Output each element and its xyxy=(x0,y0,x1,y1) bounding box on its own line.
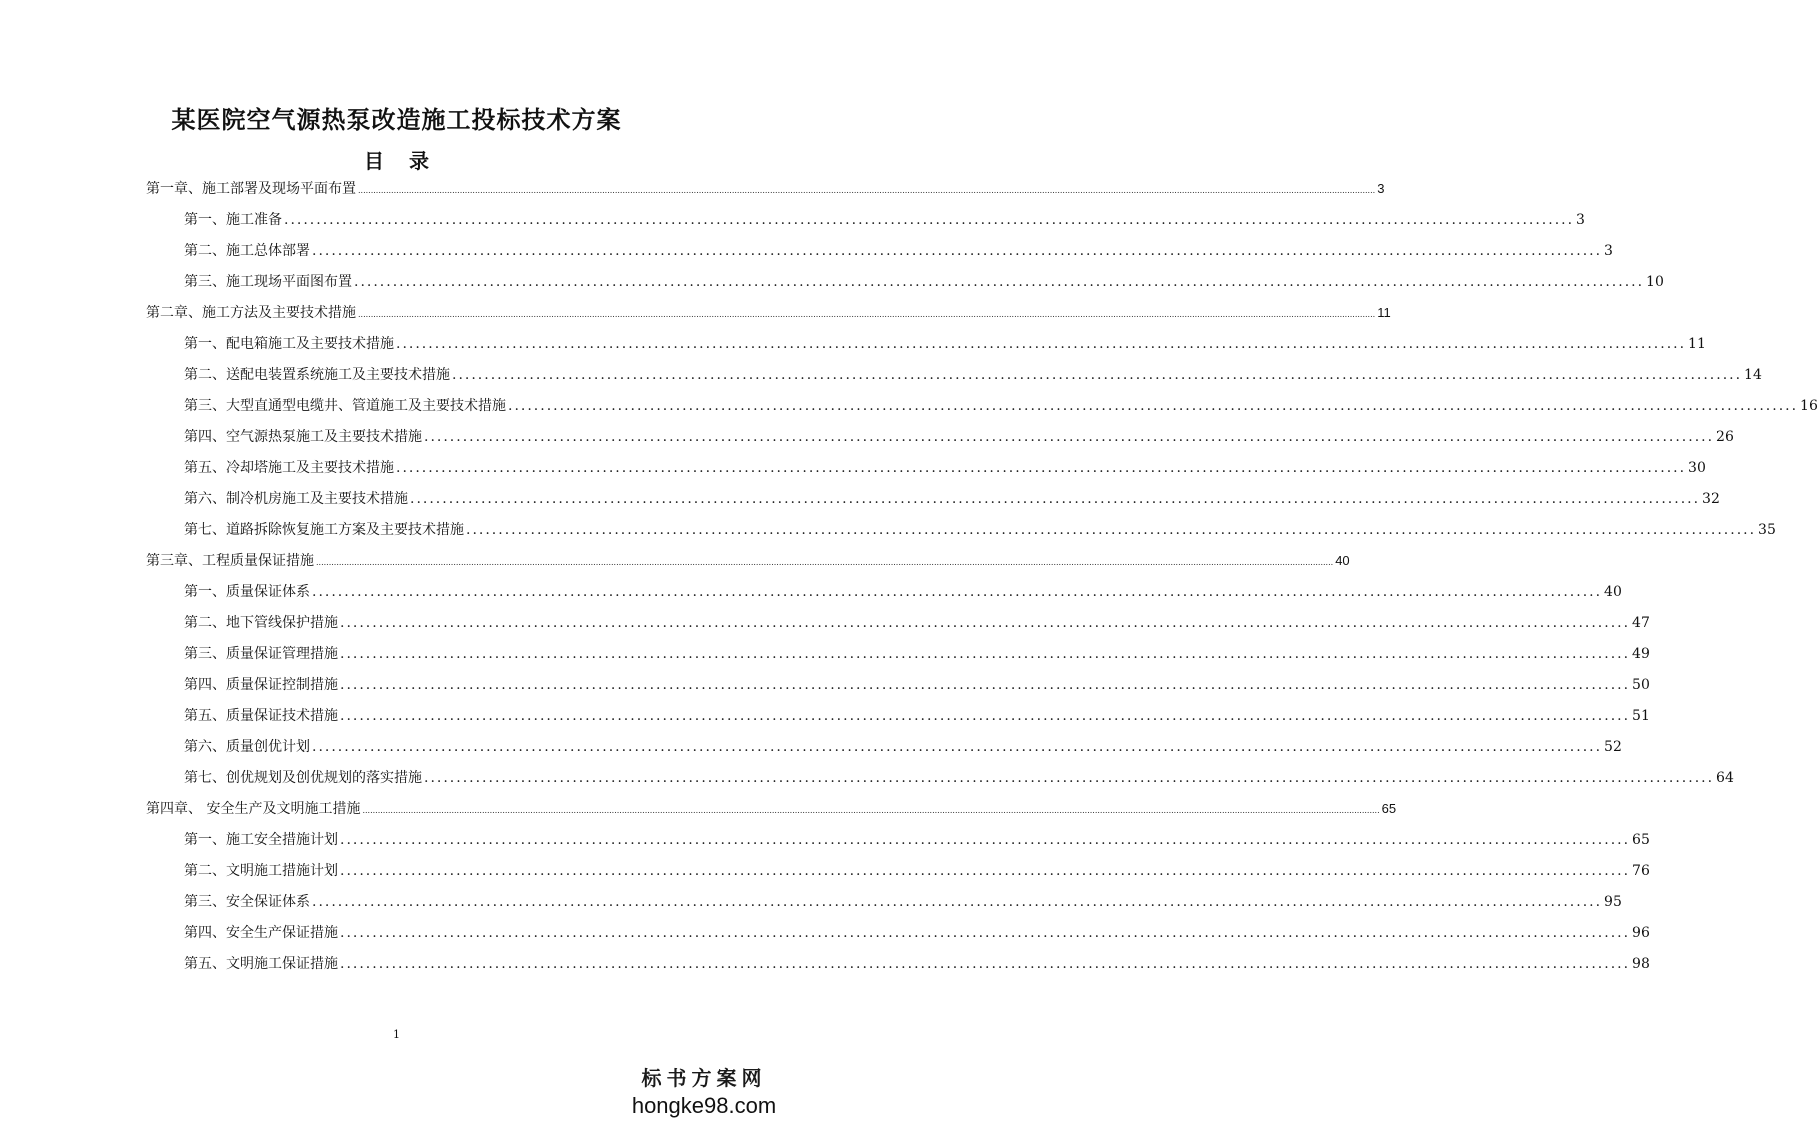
toc-entry-page: 64 xyxy=(1716,770,1734,786)
toc-entry-label: 第七、道路拆除恢复施工方案及主要技术措施 xyxy=(184,522,464,538)
watermark-brand: 标书方案网 xyxy=(641,1066,767,1090)
toc-entry-page: 26 xyxy=(1716,429,1734,445)
toc-entry-label: 第四、安全生产保证措施 xyxy=(184,925,338,941)
toc-leader-dots: ................................................................................................................................................................................................................................................................................................................................................................................................................ xyxy=(358,186,1376,195)
toc-entry-page: 14 xyxy=(1744,367,1762,383)
toc-entry-page: 76 xyxy=(1632,863,1650,879)
toc-leader-dots: ........................................................................................................................................................................................................ xyxy=(340,677,1631,693)
toc-entry-page: 30 xyxy=(1688,460,1706,476)
toc-section-entry[interactable] xyxy=(184,333,1706,361)
toc-entry-page: 16 xyxy=(1800,398,1818,414)
toc-entry-page: 40 xyxy=(1604,584,1622,600)
toc-chapter-entry[interactable] xyxy=(146,178,1385,206)
toc-entry-label: 第六、制冷机房施工及主要技术措施 xyxy=(184,491,408,507)
toc-entry-page: 3 xyxy=(1604,243,1613,259)
toc-leader-dots: ........................................................................................................................................................................................................ xyxy=(284,212,1575,228)
toc-section-entry[interactable] xyxy=(184,457,1706,485)
toc-leader-dots: ........................................................................................................................................................................................................ xyxy=(340,925,1631,941)
toc-entry-page: 65 xyxy=(1632,832,1650,848)
toc-entry-label: 第四章、 安全生产及文明施工措施 xyxy=(146,801,361,817)
toc-chapter-entry[interactable] xyxy=(146,798,1397,826)
toc-section-entry[interactable] xyxy=(184,674,1650,702)
toc-entry-label: 第一、施工安全措施计划 xyxy=(184,832,338,848)
toc-leader-dots: ........................................................................................................................................................................................................ xyxy=(508,398,1799,414)
toc-section-entry[interactable] xyxy=(184,829,1650,857)
toc-chapter-entry[interactable] xyxy=(146,550,1350,578)
toc-entry-label: 第一、配电箱施工及主要技术措施 xyxy=(184,336,394,352)
toc-entry-label: 第五、冷却塔施工及主要技术措施 xyxy=(184,460,394,476)
toc-entry-page: 11 xyxy=(1688,336,1706,352)
toc-leader-dots: ........................................................................................................................................................................................................ xyxy=(424,429,1715,445)
toc-entry-page: 3 xyxy=(1377,181,1385,196)
toc-leader-dots: ........................................................................................................................................................................................................ xyxy=(354,274,1645,290)
toc-leader-dots: ........................................................................................................................................................................................................ xyxy=(410,491,1701,507)
toc-entry-label: 第三、施工现场平面图布置 xyxy=(184,274,352,290)
toc-entry-label: 第三章、工程质量保证措施 xyxy=(146,553,314,569)
toc-leader-dots: ........................................................................................................................................................................................................ xyxy=(396,336,1687,352)
toc-entry-label: 第五、文明施工保证措施 xyxy=(184,956,338,972)
toc-entry-label: 第二、地下管线保护措施 xyxy=(184,615,338,631)
watermark-url: hongke98.com xyxy=(631,1093,777,1118)
toc-leader-dots: ................................................................................................................................................................................................................................................................................................................................................................................................................ xyxy=(358,310,1376,319)
toc-entry-page: 96 xyxy=(1632,925,1650,941)
toc-entry-page: 47 xyxy=(1632,615,1650,631)
toc-entry-label: 第七、创优规划及创优规划的落实措施 xyxy=(184,770,422,786)
watermark-logo xyxy=(629,1062,779,1119)
toc-leader-dots: ........................................................................................................................................................................................................ xyxy=(312,584,1603,600)
toc-entry-label: 第一章、施工部署及现场平面布置 xyxy=(146,181,356,197)
toc-section-entry[interactable] xyxy=(184,705,1650,733)
toc-entry-label: 第二、施工总体部署 xyxy=(184,243,310,259)
toc-entry-page: 51 xyxy=(1632,708,1650,724)
toc-entry-label: 第一、质量保证体系 xyxy=(184,584,310,600)
toc-entry-label: 第五、质量保证技术措施 xyxy=(184,708,338,724)
toc-section-entry[interactable] xyxy=(184,426,1734,454)
page-title: 某医院空气源热泵改造施工投标技术方案 xyxy=(171,105,622,134)
toc-entry-page: 35 xyxy=(1758,522,1776,538)
toc-entry-page: 10 xyxy=(1646,274,1664,290)
toc-section-entry[interactable] xyxy=(184,643,1650,671)
toc-entry-label: 第三、大型直通型电缆井、管道施工及主要技术措施 xyxy=(184,398,506,414)
toc-section-entry[interactable] xyxy=(184,209,1585,237)
toc-section-entry[interactable] xyxy=(184,519,1776,547)
toc-leader-dots: ........................................................................................................................................................................................................ xyxy=(396,460,1687,476)
toc-leader-dots: ........................................................................................................................................................................................................ xyxy=(340,708,1631,724)
toc-leader-dots: ........................................................................................................................................................................................................ xyxy=(340,863,1631,879)
toc-leader-dots: ........................................................................................................................................................................................................ xyxy=(466,522,1757,538)
toc-section-entry[interactable] xyxy=(184,922,1650,950)
toc-section-entry[interactable] xyxy=(184,488,1720,516)
toc-entry-label: 第四、质量保证控制措施 xyxy=(184,677,338,693)
toc-section-entry[interactable] xyxy=(184,395,1818,423)
toc-leader-dots: ........................................................................................................................................................................................................ xyxy=(312,739,1603,755)
toc-section-entry[interactable] xyxy=(184,364,1762,392)
toc-leader-dots: ........................................................................................................................................................................................................ xyxy=(312,894,1603,910)
toc-leader-dots: ........................................................................................................................................................................................................ xyxy=(452,367,1743,383)
toc-section-entry[interactable] xyxy=(184,271,1664,299)
toc-entry-label: 第二、送配电装置系统施工及主要技术措施 xyxy=(184,367,450,383)
toc-section-entry[interactable] xyxy=(184,860,1650,888)
toc-section-entry[interactable] xyxy=(184,953,1650,981)
toc-entry-label: 第二、文明施工措施计划 xyxy=(184,863,338,879)
toc-entry-label: 第二章、施工方法及主要技术措施 xyxy=(146,305,356,321)
toc-leader-dots: ................................................................................................................................................................................................................................................................................................................................................................................................................ xyxy=(362,806,1380,815)
toc-entry-label: 第一、施工准备 xyxy=(184,212,282,228)
toc-entry-page: 11 xyxy=(1377,305,1391,320)
toc-entry-page: 65 xyxy=(1381,801,1397,816)
toc-leader-dots: ........................................................................................................................................................................................................ xyxy=(312,243,1603,259)
toc-entry-label: 第三、质量保证管理措施 xyxy=(184,646,338,662)
toc-leader-dots: ........................................................................................................................................................................................................ xyxy=(340,646,1631,662)
toc-heading: 目 录 xyxy=(364,149,429,173)
toc-entry-page: 95 xyxy=(1604,894,1622,910)
toc-section-entry[interactable] xyxy=(184,736,1622,764)
toc-section-entry[interactable] xyxy=(184,767,1734,795)
toc-section-entry[interactable] xyxy=(184,891,1622,919)
toc-section-entry[interactable] xyxy=(184,612,1650,640)
toc-entry-page: 49 xyxy=(1632,646,1650,662)
toc-leader-dots: ........................................................................................................................................................................................................ xyxy=(424,770,1715,786)
toc-leader-dots: ................................................................................................................................................................................................................................................................................................................................................................................................................ xyxy=(316,558,1334,567)
toc-entry-page: 98 xyxy=(1632,956,1650,972)
toc-section-entry[interactable] xyxy=(184,581,1622,609)
page-number: 1 xyxy=(393,1028,400,1041)
toc-entry-page: 52 xyxy=(1604,739,1622,755)
toc-entry-label: 第四、空气源热泵施工及主要技术措施 xyxy=(184,429,422,445)
toc-chapter-entry[interactable] xyxy=(146,302,1391,330)
toc-entry-label: 第三、安全保证体系 xyxy=(184,894,310,910)
toc-entry-page: 3 xyxy=(1576,212,1585,228)
toc-leader-dots: ........................................................................................................................................................................................................ xyxy=(340,832,1631,848)
toc-entry-label: 第六、质量创优计划 xyxy=(184,739,310,755)
toc-leader-dots: ........................................................................................................................................................................................................ xyxy=(340,956,1631,972)
toc-entry-page: 32 xyxy=(1702,491,1720,507)
toc-leader-dots: ........................................................................................................................................................................................................ xyxy=(340,615,1631,631)
toc-entry-page: 50 xyxy=(1632,677,1650,693)
toc-entry-page: 40 xyxy=(1335,553,1350,568)
toc-section-entry[interactable] xyxy=(184,240,1613,268)
